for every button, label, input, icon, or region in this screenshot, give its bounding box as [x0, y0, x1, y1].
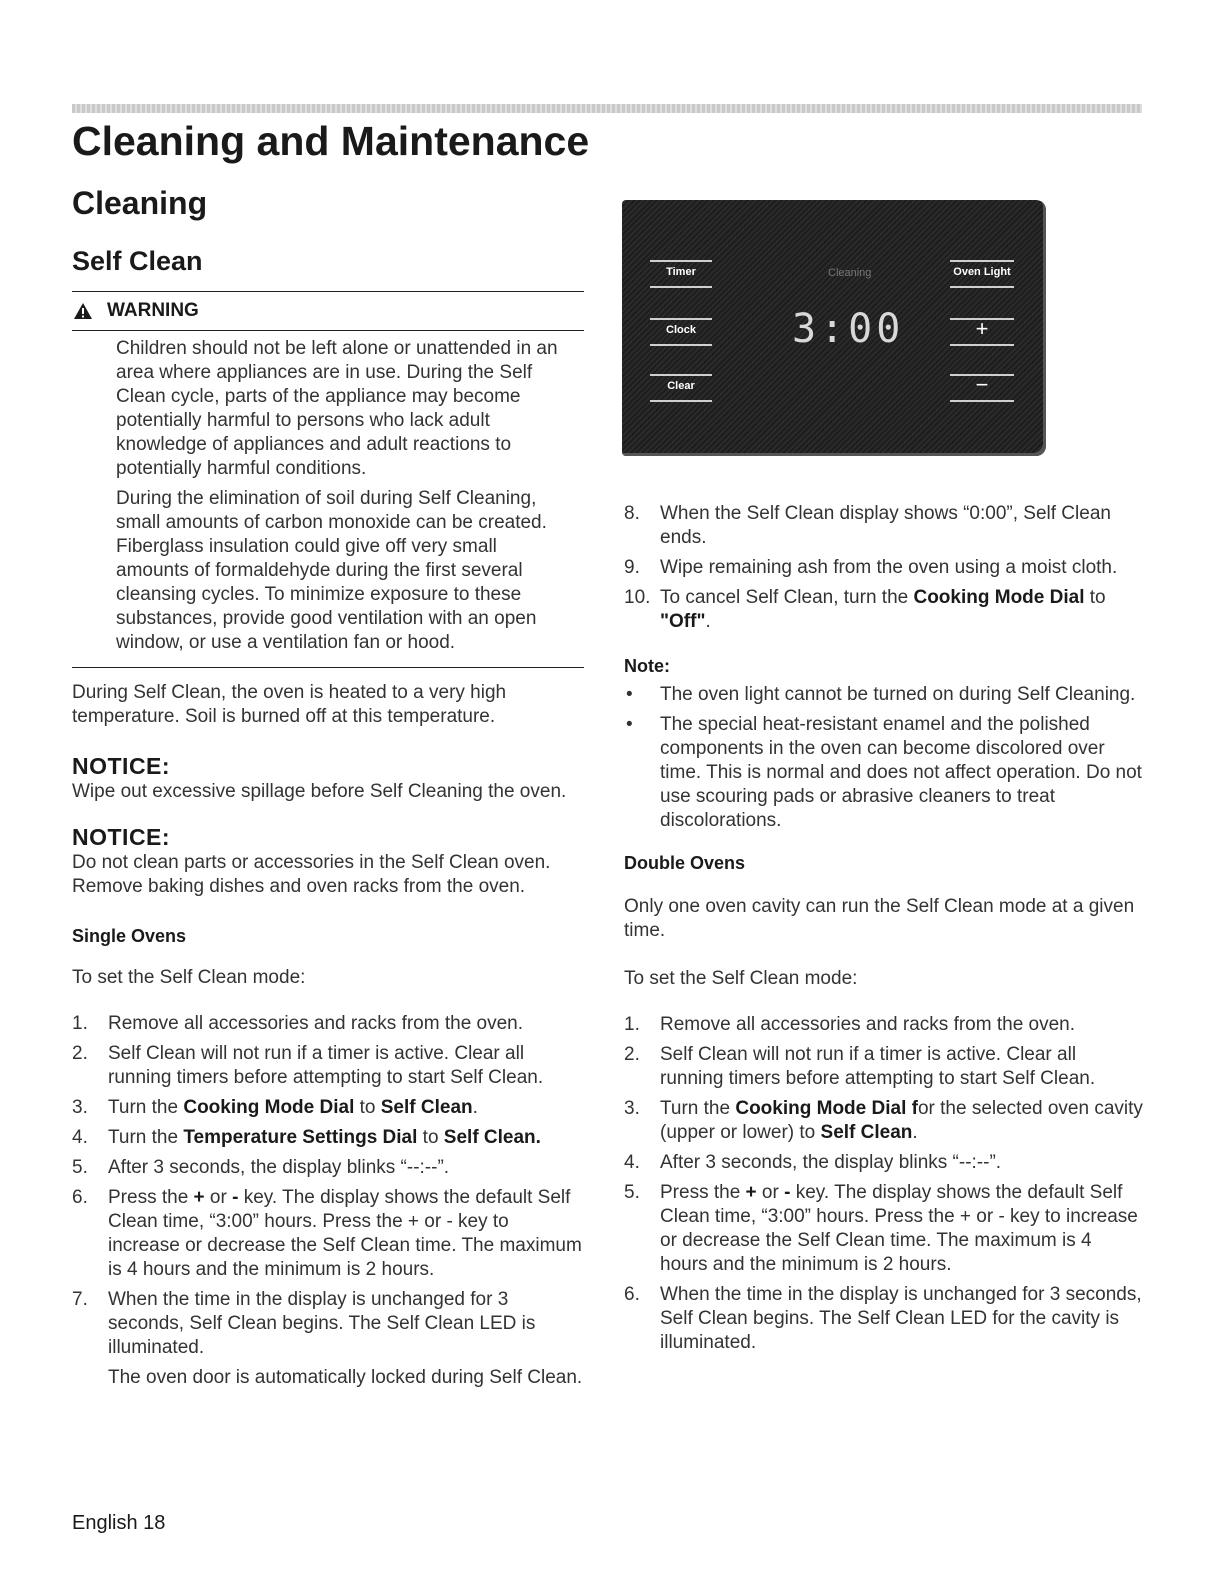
list-item: 5. After 3 seconds, the display blinks “--:--”. [72, 1157, 450, 1178]
single-lead: To set the Self Clean mode: [72, 967, 306, 988]
page-footer: English 18 [72, 1512, 166, 1534]
page-title: Cleaning and Maintenance [72, 118, 590, 164]
list-item: 1. Remove all accessories and racks from the oven. [72, 1013, 524, 1034]
double-lead: To set the Self Clean mode: [624, 968, 858, 989]
clock-key: Clock [650, 314, 712, 348]
single-steps-list [72, 1012, 584, 1390]
header-rule [72, 104, 1142, 113]
list-item: 7. When the time in the display is unchanged for 3 seconds, Self Clean begins. The Self Clean LED is illuminated. The oven door is automatically locked during Self Clean. [72, 1289, 583, 1388]
warning-icon [73, 302, 93, 320]
plus-key: + [950, 314, 1014, 348]
list-item: 6. Press the + or - key. The display shows the default Self Clean time, “3:00” hours. Press the + or - key to increase or decrease the Self Clean time. The maximum is 4 hours and the minimum is 2 hours. [72, 1187, 582, 1280]
list-item: 6. When the time in the display is unchanged for 3 seconds, Self Clean begins. The Self Clean LED for the cavity is illuminated. [624, 1284, 1142, 1353]
list-item: 5. Press the + or - key. The display shows the default Self Clean time, “3:00” hours. Press the + or - key to increase or decrease the Self Clean time. The maximum is 4 hours and the minimum is 2 hours. [624, 1182, 1138, 1275]
clear-key: Clear [650, 370, 712, 404]
list-item: • The oven light cannot be turned on during Self Cleaning. [626, 684, 1136, 705]
double-steps-list [624, 1013, 1144, 1355]
notice-text: Wipe out excessive spillage before Self Cleaning the oven. [72, 781, 567, 802]
list-item: 4. After 3 seconds, the display blinks “--:--”. [624, 1152, 1002, 1173]
double-ovens-heading: Double Ovens [624, 853, 746, 873]
time-display: 3:00 [792, 306, 905, 352]
section-heading: Cleaning [72, 185, 208, 221]
left-column [72, 291, 584, 1396]
right-column [624, 502, 1144, 1361]
continued-steps-list [624, 502, 1144, 634]
warning-paragraph: Children should not be left alone or unattended in an area where appliances are in use. During the Self Clean cycle, parts of the appliance may become potentially harmful to persons who lack adult knowledge of appliances and adult reactions to potentially harmful conditions. [116, 338, 558, 479]
list-item: 1. Remove all accessories and racks from the oven. [624, 1014, 1076, 1035]
intro-text: During Self Clean, the oven is heated to a very high temperature. Soil is burned off at this temperature. [72, 682, 507, 727]
single-ovens-heading: Single Ovens [72, 926, 187, 946]
list-item: 2. Self Clean will not run if a timer is active. Clear all running timers before attempting to start Self Clean. [72, 1043, 544, 1088]
warning-paragraph: During the elimination of soil during Self Cleaning, small amounts of carbon monoxide can be created. Fiberglass insulation could give off very small amounts of formaldehyde during the first several cleansing cycles. To minimize exposure to these substances, provide good ventilation with an open window, or use a ventilation fan or hood. [116, 488, 547, 653]
list-item: 4. Turn the Temperature Settings Dial to Self Clean. [72, 1127, 541, 1148]
note-list [624, 683, 1144, 833]
list-item: 3. Turn the Cooking Mode Dial to Self Clean. [72, 1097, 478, 1118]
list-item: • The special heat-resistant enamel and the polished components in the oven can become discolored over time. This is normal and does not affect operation. Do not use scouring pads or abrasive cleaners to treat discolorations. [626, 714, 1142, 831]
subsection-heading: Self Clean [72, 246, 203, 276]
list-item: 10. To cancel Self Clean, turn the Cooking Mode Dial to "Off". [624, 587, 1106, 632]
notice-heading: NOTICE: [72, 824, 171, 850]
list-item: 9. Wipe remaining ash from the oven using a moist cloth. [624, 557, 1118, 578]
notice-heading: NOTICE: [72, 753, 171, 779]
control-panel-image [622, 200, 1046, 456]
list-item: 8. When the Self Clean display shows “0:00”, Self Clean ends. [624, 503, 1111, 548]
minus-key: − [950, 370, 1014, 404]
timer-key: Timer [650, 256, 712, 290]
oven-light-key: Oven Light [950, 256, 1014, 290]
warning-header [72, 292, 584, 331]
list-item: 2. Self Clean will not run if a timer is active. Clear all running timers before attempting to start Self Clean. [624, 1044, 1096, 1089]
note-heading: Note: [624, 656, 670, 676]
double-intro: Only one oven cavity can run the Self Clean mode at a given time. [624, 896, 1135, 941]
notice-text: Do not clean parts or accessories in the Self Clean oven. Remove baking dishes and oven racks from the oven. [72, 852, 551, 897]
cleaning-label: Cleaning [828, 267, 872, 279]
warning-label: WARNING [107, 300, 199, 321]
warning-box [72, 291, 584, 668]
list-item: 3. Turn the Cooking Mode Dial for the selected oven cavity (upper or lower) to Self Clean. [624, 1098, 1143, 1143]
